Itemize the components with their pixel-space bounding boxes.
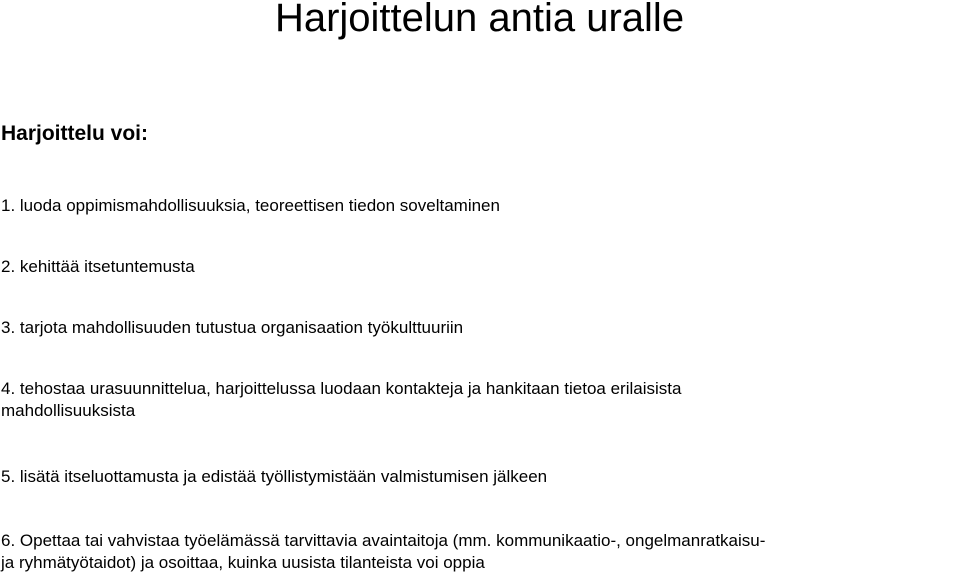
list-item-3 — [1, 317, 463, 339]
list-item-text: 2. kehittää itsetuntemusta — [1, 257, 195, 276]
list-item-text: 3. tarjota mahdollisuuden tutustua organisaation työkulttuuriin — [1, 318, 464, 337]
list-item-5 — [1, 466, 547, 488]
list-item-text-continued: ja ryhmätyötaidot) ja osoittaa, kuinka uusista tilanteista voi oppia — [1, 553, 485, 572]
list-item-6 — [1, 530, 765, 574]
section-heading: Harjoittelu voi: — [1, 122, 149, 145]
list-item-text: 4. tehostaa urasuunnittelua, harjoittelussa luodaan kontakteja ja hankitaan tietoa erilaisista — [1, 379, 682, 398]
list-item-text-continued: mahdollisuuksista — [1, 401, 136, 420]
list-item-1 — [1, 195, 500, 217]
list-item-text: 1. luoda oppimismahdollisuuksia, teoreettisen tiedon soveltaminen — [1, 196, 500, 215]
page-title: Harjoittelun antia uralle — [274, 0, 685, 40]
list-item-4 — [1, 378, 681, 422]
list-item-text: 5. lisätä itseluottamusta ja edistää työllistymistään valmistumisen jälkeen — [1, 467, 548, 486]
list-item-2 — [1, 256, 195, 278]
list-item-text: 6. Opettaa tai vahvistaa työelämässä tarvittavia avaintaitoja (mm. kommunikaatio-, ongelmanratkaisu- — [1, 531, 766, 550]
